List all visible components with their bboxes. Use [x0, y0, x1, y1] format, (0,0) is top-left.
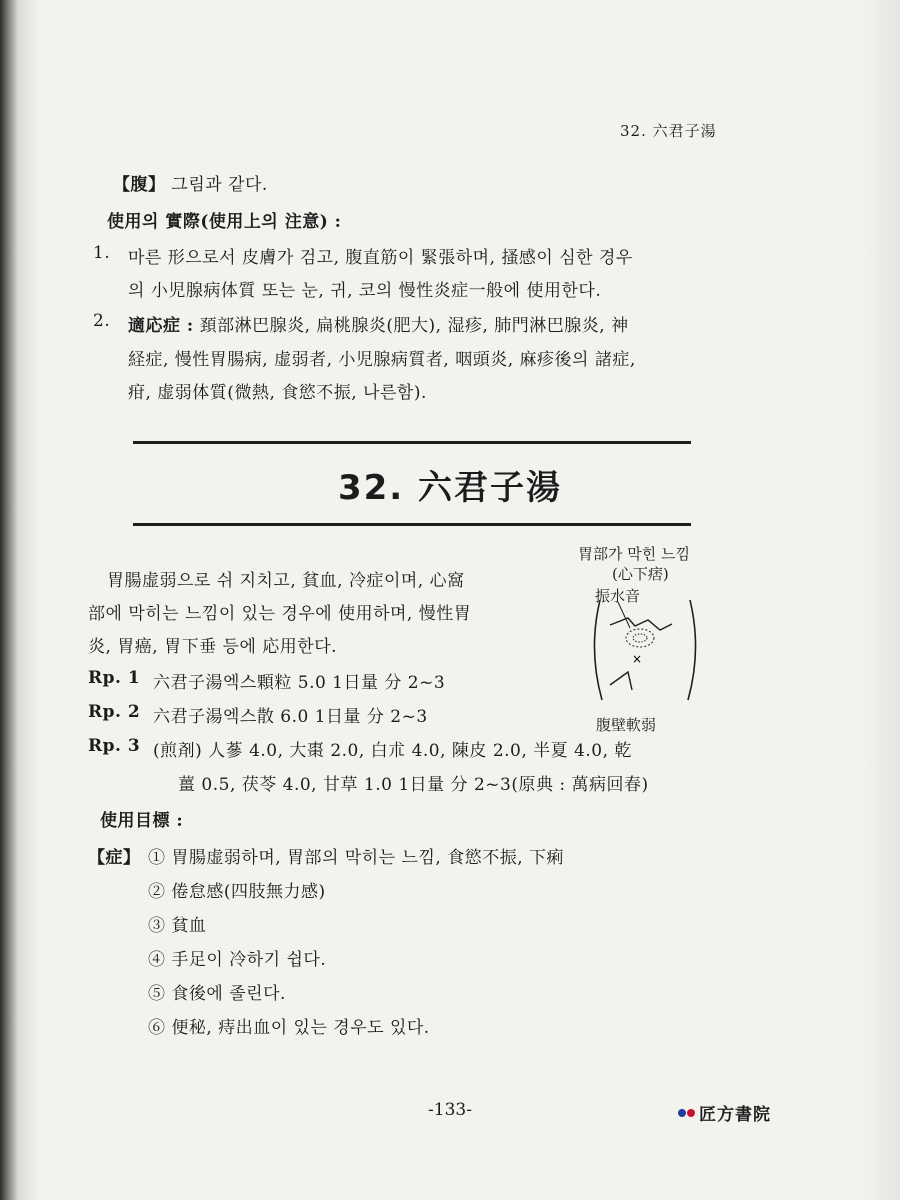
title-rule-bottom: [133, 523, 691, 526]
running-head: 32. 六君子湯: [620, 122, 717, 140]
symptom-label: 【症】: [88, 848, 141, 868]
item2-line1: [128, 311, 629, 336]
splash-area: [626, 629, 654, 647]
goal-item-3: ③ 貧血: [148, 916, 207, 936]
goal-item-2: ② 倦怠感(四肢無力感): [148, 882, 326, 902]
lower-abdomen-mark: [610, 672, 632, 690]
title-rule-top: [133, 441, 691, 444]
section-title: 32. 六君子湯: [337, 468, 563, 508]
goal-item-1: ① 胃腸虚弱하며, 胃部의 막히는 느낌, 食慾不振, 下痢: [148, 848, 565, 868]
logo-red-dot: [687, 1109, 695, 1117]
abdomen-line: [113, 170, 268, 195]
item2-number: 2.: [93, 311, 111, 331]
splash-area-inner: [633, 634, 647, 642]
abdomen-right-outline: [688, 600, 696, 700]
page-number: -133-: [428, 1100, 472, 1120]
rp1-label: Rp. 1: [88, 668, 141, 688]
rp3-label: Rp. 3: [88, 736, 141, 756]
publisher-name: 匠方書院: [699, 1105, 771, 1125]
indication-label: 適応症 :: [128, 316, 194, 336]
item1-line1: 마른 形으로서 皮膚가 검고, 腹直筋이 緊張하며, 搔感이 심한 경우: [128, 248, 633, 268]
abdomen-label: 【腹】: [113, 175, 166, 195]
item2-line3: 疳, 虚弱体質(微熱, 食慾不振, 나른함).: [128, 383, 427, 403]
figure-top-label: 胃部가 막힌 느낌: [578, 545, 690, 563]
figure-bottom-label: 腹壁軟弱: [596, 716, 657, 734]
abdomen-diagram: [580, 580, 710, 710]
epigastric-mark: [610, 618, 672, 630]
sound-pointer: [618, 602, 630, 628]
publisher-logo: [678, 1100, 771, 1125]
abdomen-left-outline: [594, 600, 602, 700]
intro-line2: 部에 막히는 느낌이 있는 경우에 使用하며, 慢性胃: [88, 604, 472, 624]
abdomen-text: 그림과 같다.: [171, 175, 268, 195]
goal-item-6: ⑥ 便秘, 痔出血이 있는 경우도 있다.: [148, 1018, 430, 1038]
rp2-label: Rp. 2: [88, 702, 141, 722]
item1-number: 1.: [93, 243, 111, 263]
navel-mark: ×: [632, 652, 643, 666]
intro-line1: 胃腸虚弱으로 쉬 지치고, 貧血, 冷症이며, 心窩: [107, 571, 465, 591]
figure-sub-label: (心下痞): [612, 565, 669, 583]
goals-heading: 使用目標 :: [100, 811, 184, 831]
rp3-line2: 薑 0.5, 茯苓 4.0, 甘草 1.0 1日量 分 2~3(原典 : 萬病回春): [178, 775, 649, 795]
goal-item-5: ⑤ 食後에 졸린다.: [148, 984, 286, 1004]
item1-line2: 의 小児腺病体質 또는 눈, 귀, 코의 慢性炎症一般에 使用한다.: [128, 281, 602, 301]
figure-sound-label: 振水音: [595, 587, 641, 605]
intro-line3: 炎, 胃癌, 胃下垂 등에 応用한다.: [88, 637, 338, 657]
logo-blue-dot: [678, 1109, 686, 1117]
goal-item-4: ④ 手足이 冷하기 쉽다.: [148, 950, 327, 970]
rp2-text: 六君子湯엑스散 6.0 1日量 分 2~3: [153, 707, 428, 727]
usage-heading: 使用의 實際(使用上의 注意) :: [107, 212, 342, 232]
item2-line2: 経症, 慢性胃腸病, 虚弱者, 小児腺病質者, 咽頭炎, 麻疹後의 諸症,: [128, 350, 636, 370]
rp1-text: 六君子湯엑스顆粒 5.0 1日量 分 2~3: [153, 673, 446, 693]
indication-text: 頚部淋巴腺炎, 扁桃腺炎(肥大), 湿疹, 肺門淋巴腺炎, 神: [199, 316, 629, 336]
rp3-line1: (煎剤) 人蔘 4.0, 大棗 2.0, 白朮 4.0, 陳皮 2.0, 半夏 4.0, 乾: [153, 741, 632, 761]
